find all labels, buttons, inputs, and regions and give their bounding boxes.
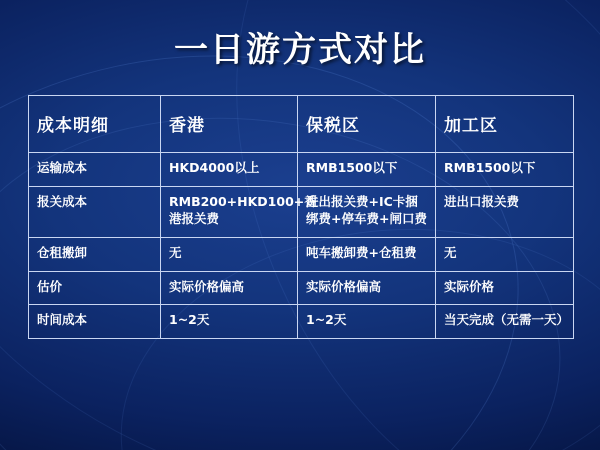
table-header-row xyxy=(29,96,574,153)
cell-transport-bonded: RMB1500以下 xyxy=(298,153,436,187)
table-row xyxy=(29,153,574,187)
cell-storage-bonded: 吨车搬卸费+仓租费 xyxy=(298,237,436,271)
row-label-valuation: 估价 xyxy=(29,271,161,305)
cell-valuation-hongkong: 实际价格偏高 xyxy=(161,271,298,305)
cell-declaration-hongkong: RMB200+HKD100+香港报关费 xyxy=(161,186,298,237)
comparison-table xyxy=(28,95,574,339)
cell-valuation-processing: 实际价格 xyxy=(436,271,574,305)
table-row xyxy=(29,237,574,271)
cell-time-bonded: 1~2天 xyxy=(298,305,436,339)
page-title: 一日游方式对比 xyxy=(174,30,426,70)
row-label-storage-handling: 仓租搬卸 xyxy=(29,237,161,271)
row-label-transport-cost: 运输成本 xyxy=(29,153,161,187)
column-header-cost-detail: 成本明细 xyxy=(29,96,161,153)
table-row xyxy=(29,271,574,305)
cell-transport-processing: RMB1500以下 xyxy=(436,153,574,187)
column-header-hongkong: 香港 xyxy=(161,96,298,153)
column-header-processing-zone: 加工区 xyxy=(436,96,574,153)
comparison-table-container xyxy=(28,95,573,339)
row-label-time-cost: 时间成本 xyxy=(29,305,161,339)
cell-storage-hongkong: 无 xyxy=(161,237,298,271)
cell-declaration-bonded: 进出报关费+IC卡捆绑费+停车费+闸口费 xyxy=(298,186,436,237)
cell-time-hongkong: 1~2天 xyxy=(161,305,298,339)
row-label-declaration-cost: 报关成本 xyxy=(29,186,161,237)
cell-declaration-processing: 进出口报关费 xyxy=(436,186,574,237)
column-header-bonded-zone: 保税区 xyxy=(298,96,436,153)
table-row xyxy=(29,186,574,237)
cell-transport-hongkong: HKD4000以上 xyxy=(161,153,298,187)
cell-storage-processing: 无 xyxy=(436,237,574,271)
table-row xyxy=(29,305,574,339)
cell-time-processing: 当天完成（无需一天） xyxy=(436,305,574,339)
cell-valuation-bonded: 实际价格偏高 xyxy=(298,271,436,305)
